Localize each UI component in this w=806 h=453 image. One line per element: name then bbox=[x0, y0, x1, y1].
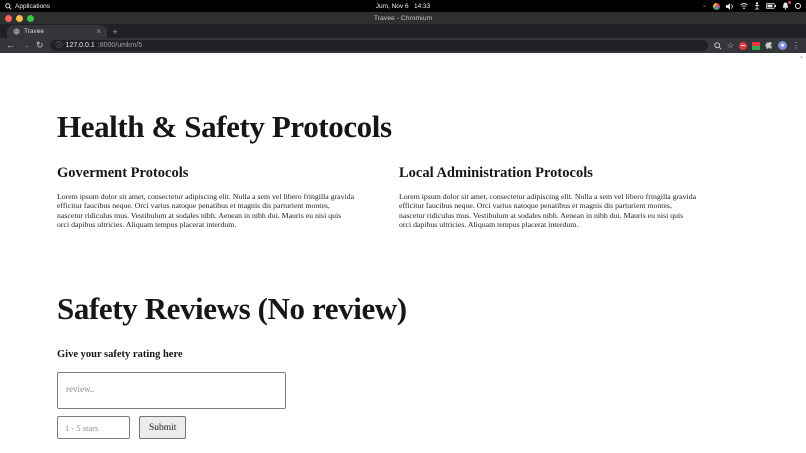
applications-label: Applications bbox=[15, 2, 51, 10]
protocol-columns bbox=[57, 165, 806, 229]
site-info-icon[interactable]: ⓘ bbox=[55, 42, 63, 49]
chevron-down-icon: ⌄ bbox=[701, 3, 707, 9]
stars-input[interactable] bbox=[57, 416, 130, 439]
tab-favicon-globe-icon bbox=[13, 28, 20, 35]
close-window-button[interactable] bbox=[5, 15, 12, 22]
accessibility-person-icon bbox=[754, 2, 760, 10]
clock[interactable]: Jum, Nov 6 14:33 bbox=[375, 2, 431, 10]
forward-button[interactable]: → bbox=[21, 40, 30, 50]
section-body: Lorem ipsum dolor sit amet, consectetur adipiscing elit. Nulla a sem vel libero fringilla gravida efficitur faucibus neque. Orci varius natoque penatibus et magnis dis parturient montes, nascetur ridiculus mus. Vestibulum at sodales nibh. Aenean in nibh dui. Mauris eu nisi quis orci dapibus ultricies. Aliquam tempus placerat interdum. bbox=[399, 192, 697, 230]
battery-icon bbox=[766, 3, 776, 9]
maximize-window-button[interactable] bbox=[27, 15, 34, 22]
extension-red-pill-icon[interactable] bbox=[739, 42, 747, 50]
system-top-bar bbox=[0, 0, 806, 12]
government-protocols-section bbox=[57, 165, 355, 229]
window-title: Travee - Chromium bbox=[373, 14, 433, 22]
applications-menu[interactable] bbox=[5, 3, 50, 10]
review-textarea[interactable] bbox=[57, 372, 286, 409]
extensions-puzzle-icon[interactable] bbox=[765, 42, 773, 50]
search-icon bbox=[5, 3, 12, 10]
browser-menu-icon[interactable]: ⋮ bbox=[792, 41, 800, 50]
url-host: 127.0.0.1 bbox=[65, 42, 95, 49]
extension-red-green-icon[interactable] bbox=[752, 42, 760, 50]
chromium-globe-icon bbox=[713, 3, 720, 10]
notification-badge bbox=[788, 1, 791, 4]
zoom-search-icon[interactable] bbox=[714, 42, 722, 50]
browser-toolbar bbox=[0, 38, 806, 53]
rating-form-row bbox=[57, 416, 806, 439]
tab-title: Travee bbox=[24, 28, 44, 35]
reviews-heading: Safety Reviews (No review) bbox=[57, 291, 407, 327]
tab-close-icon[interactable]: × bbox=[96, 26, 101, 36]
tab-travee[interactable] bbox=[7, 25, 107, 38]
url-path: :8000/umkm/5 bbox=[97, 42, 143, 49]
rating-form-label: Give your safety rating here bbox=[57, 349, 183, 361]
volume-icon bbox=[726, 3, 734, 10]
quick-settings-icon bbox=[795, 3, 801, 9]
profile-avatar[interactable]: ☻ bbox=[779, 42, 786, 49]
reload-button[interactable]: ↻ bbox=[36, 40, 44, 50]
wifi-icon bbox=[740, 3, 748, 9]
submit-button[interactable]: Submit bbox=[139, 416, 186, 439]
system-tray[interactable] bbox=[702, 2, 801, 10]
window-title-bar bbox=[0, 12, 806, 24]
address-bar[interactable] bbox=[50, 40, 708, 51]
web-page bbox=[0, 53, 806, 453]
page-title: Health & Safety Protocols bbox=[57, 109, 392, 144]
local-admin-protocols-section bbox=[399, 165, 697, 229]
back-button[interactable]: ← bbox=[6, 40, 15, 50]
section-heading: Local Administration Protocols bbox=[399, 165, 593, 181]
new-tab-button[interactable]: + bbox=[112, 26, 118, 37]
minimize-window-button[interactable] bbox=[16, 15, 23, 22]
tab-strip bbox=[0, 24, 806, 38]
bookmark-star-icon[interactable]: ☆ bbox=[726, 40, 734, 50]
section-body: Lorem ipsum dolor sit amet, consectetur adipiscing elit. Nulla a sem vel libero fringilla gravida efficitur faucibus neque. Orci varius natoque penatibus et magnis dis parturient montes, nascetur ridiculus mus. Vestibulum at sodales nibh. Aenean in nibh dui. Mauris eu nisi quis orci dapibus ultricies. Aliquam tempus placerat interdum. bbox=[57, 192, 355, 230]
scrollbar-up-arrow[interactable]: ▲ bbox=[799, 55, 804, 60]
section-heading: Goverment Protocols bbox=[57, 165, 189, 181]
notification-bell-icon bbox=[782, 2, 789, 10]
